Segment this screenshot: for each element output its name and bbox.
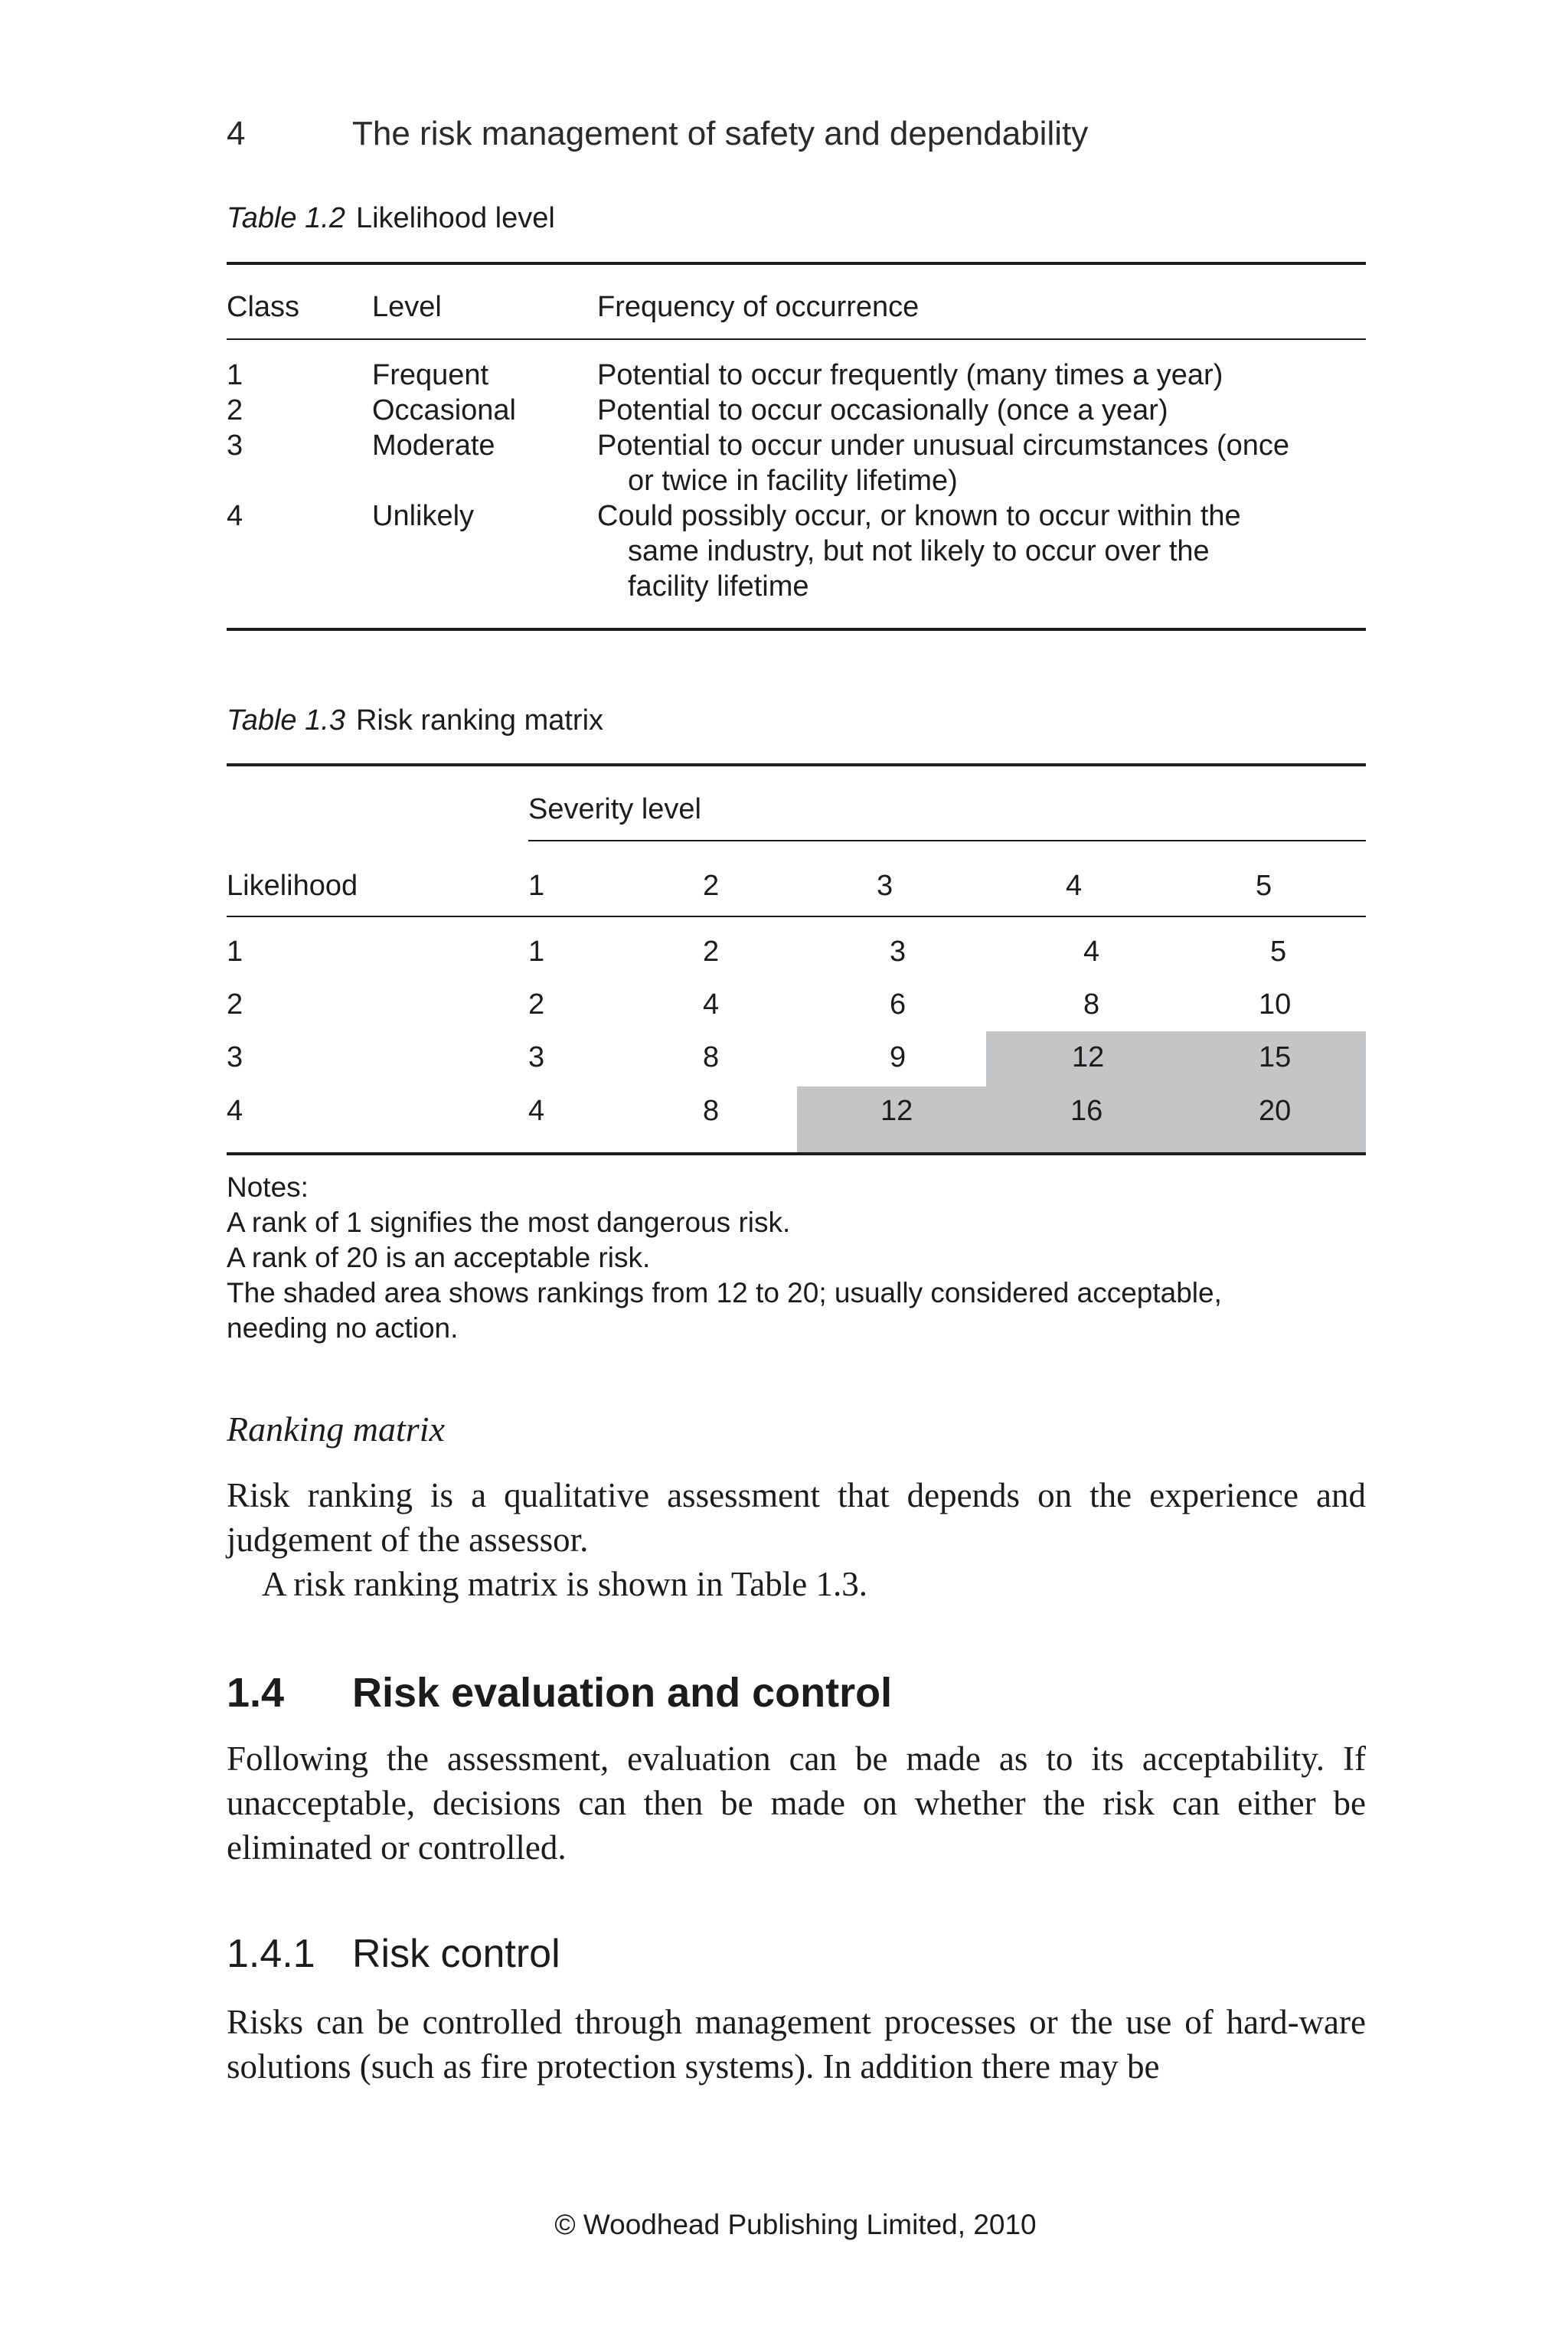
notes-label: Notes:: [227, 1171, 309, 1203]
matrix-cell: 1: [528, 936, 545, 968]
table-cell-level: Frequent: [372, 359, 489, 391]
matrix-cell: 9: [890, 1041, 906, 1073]
table-cell-class: 2: [227, 394, 243, 426]
matrix-cell: 6: [890, 988, 906, 1021]
table-top-rule: [227, 763, 1366, 766]
table-header-class: Class: [227, 291, 300, 323]
page-number: 4: [227, 115, 246, 152]
table-label: Table 1.2: [227, 202, 345, 234]
matrix-cell-shaded: 12: [1072, 1041, 1105, 1073]
table-cell-frequency: Could possibly occur, or known to occur within the: [597, 500, 1241, 532]
matrix-cell: 3: [890, 936, 906, 968]
severity-col-header: 3: [877, 870, 893, 902]
severity-header-rule: [528, 840, 1366, 841]
section-title: Risk evaluation and control: [352, 1670, 893, 1716]
acceptable-shading: [986, 1031, 1366, 1086]
matrix-cell: 8: [703, 1041, 720, 1073]
table-label: Table 1.3: [227, 704, 345, 737]
matrix-cell: 3: [528, 1041, 545, 1073]
ranking-matrix-heading: Ranking matrix: [227, 1410, 445, 1449]
note-line: A rank of 1 signifies the most dangerous risk.: [227, 1207, 791, 1238]
severity-col-header: 1: [528, 870, 545, 902]
matrix-cell: 2: [528, 988, 545, 1021]
table-notes: [227, 1170, 1375, 1346]
matrix-cell-shaded: 16: [1070, 1095, 1103, 1127]
subsection-number: 1.4.1: [227, 1932, 315, 1976]
table-title: Likelihood level: [355, 202, 555, 234]
table-header-rule: [227, 338, 1366, 340]
likelihood-cell: 2: [227, 988, 243, 1021]
table-cell-frequency: Potential to occur under unusual circumstances (once: [597, 430, 1290, 462]
section-paragraph: Following the assessment, evaluation can be made as to its acceptability. If unacceptable, decisions can then be made on whether the risk can either be eliminated or controlled.: [227, 1740, 1366, 1867]
table-title: Risk ranking matrix: [355, 704, 604, 737]
severity-col-header: 2: [703, 870, 720, 902]
severity-col-header: 4: [1066, 870, 1083, 902]
likelihood-cell: 3: [227, 1041, 243, 1073]
table-cell-frequency-cont: or twice in facility lifetime): [628, 465, 958, 497]
table-cell-level: Unlikely: [372, 500, 475, 532]
matrix-cell: 4: [528, 1095, 545, 1127]
section-number: 1.4: [227, 1670, 285, 1716]
running-title: The risk management of safety and dependability: [352, 115, 1089, 152]
note-line: needing no action.: [227, 1312, 459, 1344]
severity-level-header: Severity level: [528, 793, 701, 825]
matrix-cell: 8: [1083, 988, 1100, 1021]
table-cell-frequency-cont: facility lifetime: [628, 570, 809, 603]
matrix-cell-shaded: 15: [1259, 1041, 1292, 1073]
severity-col-header: 5: [1256, 870, 1272, 902]
table-cell-class: 4: [227, 500, 243, 532]
likelihood-header: Likelihood: [227, 870, 358, 902]
table-header-rule: [227, 916, 1366, 917]
table-cell-level: Moderate: [372, 430, 495, 462]
matrix-cell: 8: [703, 1095, 720, 1127]
matrix-cell: 4: [703, 988, 720, 1021]
matrix-cell-shaded: 12: [880, 1095, 913, 1127]
likelihood-cell: 4: [227, 1095, 243, 1127]
table-cell-frequency: Potential to occur occasionally (once a year): [597, 394, 1168, 426]
matrix-cell: 5: [1270, 936, 1287, 968]
table-cell-frequency-cont: same industry, but not likely to occur over the: [628, 535, 1210, 567]
table-top-rule: [227, 262, 1366, 265]
table-1-2-caption: [227, 202, 555, 235]
likelihood-cell: 1: [227, 936, 243, 968]
table-header-level: Level: [372, 291, 442, 323]
subsection-title: Risk control: [352, 1932, 560, 1976]
table-cell-class: 3: [227, 430, 243, 462]
copyright-footer: © Woodhead Publishing Limited, 2010: [554, 2209, 1037, 2240]
table-bottom-rule: [227, 628, 1366, 631]
table-bottom-rule: [227, 1152, 1366, 1155]
matrix-cell: 2: [703, 936, 720, 968]
subsection-paragraph: Risks can be controlled through management processes or the use of hard-ware solutions (such as fire protection systems). In addition there may be: [227, 2003, 1366, 2086]
table-cell-frequency: Potential to occur frequently (many times a year): [597, 359, 1223, 391]
ranking-matrix-paragraph: Risk ranking is a qualitative assessment that depends on the experience and judgement of the assessor.: [227, 1476, 1366, 1559]
table-header-frequency: Frequency of occurrence: [597, 291, 920, 323]
matrix-cell: 4: [1083, 936, 1100, 968]
ranking-matrix-paragraph: A risk ranking matrix is shown in Table 1.3.: [262, 1565, 867, 1603]
note-line: The shaded area shows rankings from 12 to 20; usually considered acceptable,: [227, 1277, 1222, 1308]
matrix-cell: 10: [1259, 988, 1292, 1021]
table-cell-class: 1: [227, 359, 243, 391]
table-cell-level: Occasional: [372, 394, 516, 426]
matrix-cell-shaded: 20: [1259, 1095, 1292, 1127]
note-line: A rank of 20 is an acceptable risk.: [227, 1242, 651, 1273]
table-1-3-caption: [227, 704, 603, 737]
